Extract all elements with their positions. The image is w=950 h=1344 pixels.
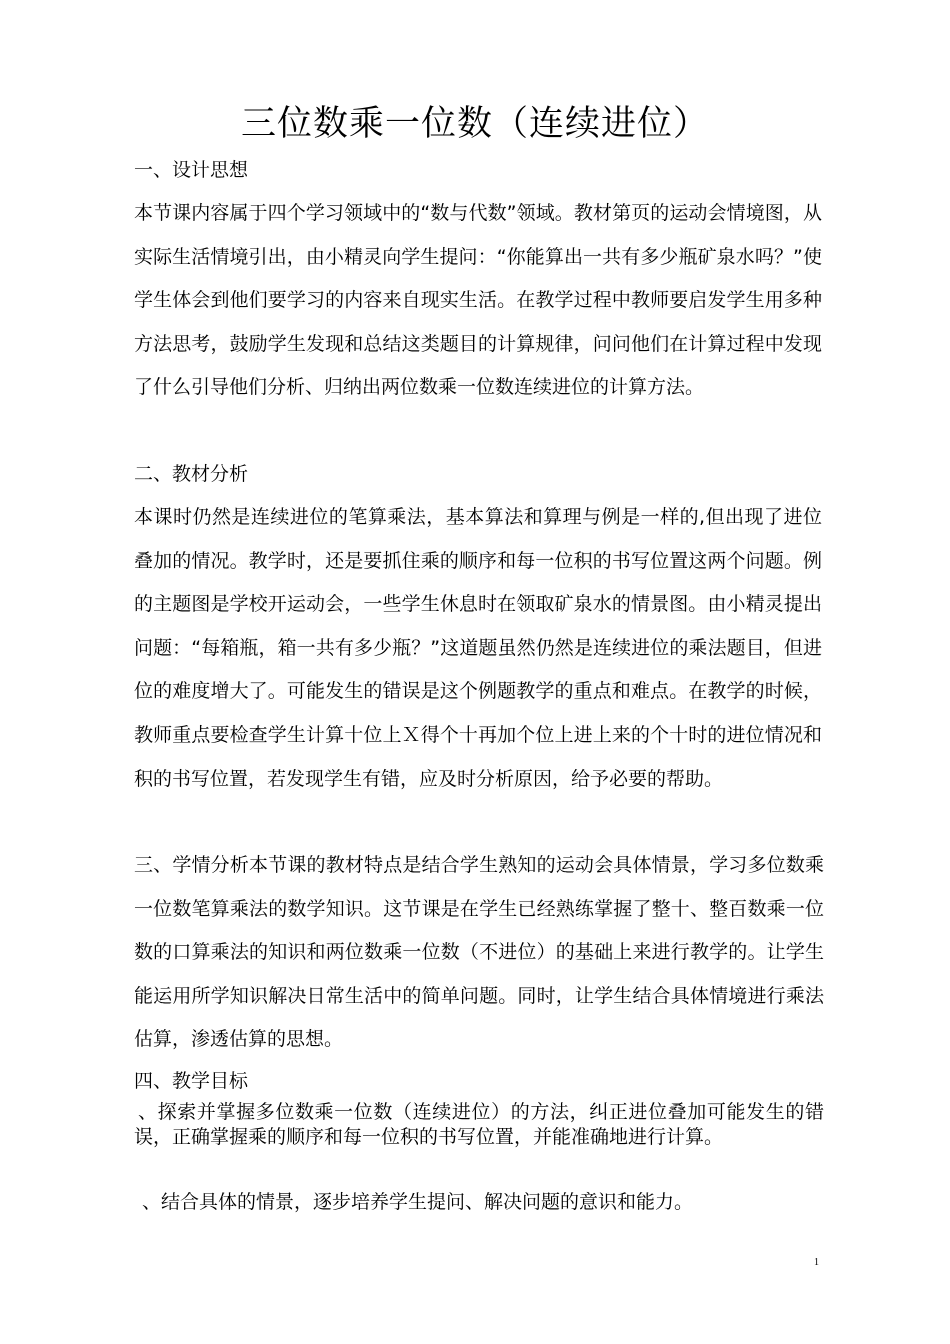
goal-item: 、探索并掌握多位数乘一位数（连续进位）的方法，纠正进位叠加可能发生的错误，正确掌握乘的顺序和每一位积的书写位置，并能准确地进行计算。 xyxy=(134,1101,824,1148)
section-heading-textbook: 二、教材分析 xyxy=(134,463,249,485)
document-title: 三位数乘一位数（连续进位） xyxy=(240,104,709,144)
section-body-textbook: 本课时仍然是连续进位的笔算乘法，基本算法和算理与例是一样的,但出现了进位叠加的情况。教学时，还是要抓住乘的顺序和每一位积的书写位置这两个问题。例的主题图是学校开运动会，一些学生休息时在领取矿泉水的情景图。由小精灵提出问题：“每箱瓶，箱一共有多少瓶？”这道题虽然仍然是连续进位的乘法题目，但进位的难度增大了。可能发生的错误是这个例题教学的重点和难点。在教学的时候，教师重点要检查学生计算十位上Ｘ得个十再加个位上进上来的个十时的进位情况和积的书写位置，若发现学生有错，应及时分析原因，给予必要的帮助。 xyxy=(134,506,822,790)
page-number: 1 xyxy=(814,1257,819,1268)
section-body-students: 三、学情分析本节课的教材特点是结合学生熟知的运动会具体情景，学习多位数乘一位数笔算乘法的数学知识。这节课是在学生已经熟练掌握了整十、整百数乘一位数的口算乘法的知识和两位数乘一位数（不进位）的基础上来进行教学的。让学生能运用所学知识解决日常生活中的简单问题。同时，让学生结合具体情境进行乘法估算，渗透估算的思想。 xyxy=(134,854,824,1051)
section-heading-goals: 四、教学目标 xyxy=(134,1070,249,1092)
goal-item: 、结合具体的情景，逐步培养学生提问、解决问题的意识和能力。 xyxy=(142,1191,694,1213)
section-body-design: 本节课内容属于四个学习领域中的“数与代数”领域。教材第页的运动会情境图，从实际生活情境引出，由小精灵向学生提问：“你能算出一共有多少瓶矿泉水吗？”使学生体会到他们要学习的内容来自现实生活。在教学过程中教师要启发学生用多种方法思考，鼓励学生发现和总结这类题目的计算规律，问问他们在计算过程中发现了什么引导他们分析、归纳出两位数乘一位数连续进位的计算方法。 xyxy=(134,202,822,399)
section-heading-design: 一、设计思想 xyxy=(134,159,249,181)
